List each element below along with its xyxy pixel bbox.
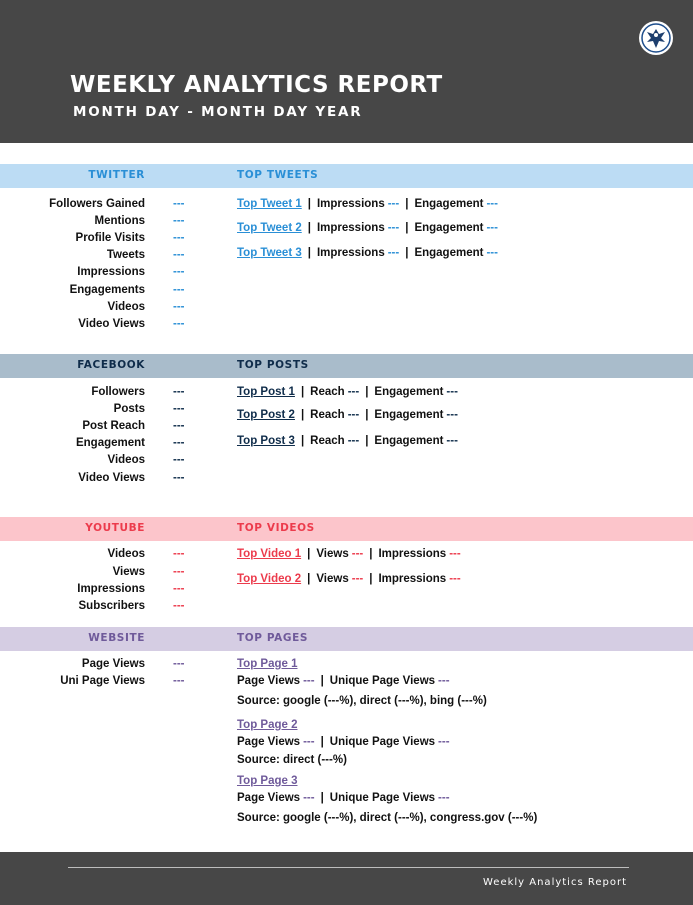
metric-value: --- <box>446 409 458 421</box>
eagle-seal-icon <box>638 20 674 56</box>
top-page-source: Source: google (---%), direct (---%), congress.gov (---%) <box>237 812 538 824</box>
metric-value: --- <box>446 435 458 447</box>
metric-value: --- <box>486 247 498 259</box>
top-post-link[interactable]: Top Post 1 <box>237 386 295 398</box>
metric-label: Views <box>316 548 349 560</box>
twitter-metric-row <box>0 232 693 246</box>
footer-text: Weekly Analytics Report <box>482 877 627 888</box>
top-video-link[interactable]: Top Video 2 <box>237 573 302 585</box>
twitter-top-item <box>237 222 498 234</box>
metric-value: --- <box>486 222 498 234</box>
youtube-top-item <box>237 573 461 585</box>
twitter-heading: TWITTER <box>88 169 145 181</box>
top-tweet-link[interactable]: Top Tweet 2 <box>237 222 302 234</box>
twitter-metric-label: Profile Visits <box>75 232 145 244</box>
top-videos-heading: TOP VIDEOS <box>237 522 315 534</box>
metric-value: --- <box>303 675 315 687</box>
metric-label: Impressions <box>378 573 447 585</box>
facebook-top-item <box>237 409 458 421</box>
website-section-band <box>0 627 693 651</box>
metric-value: --- <box>303 736 315 748</box>
metric-label: Impressions <box>316 222 385 234</box>
youtube-metric-value: --- <box>173 566 185 578</box>
metric-label: Page Views <box>237 736 301 748</box>
report-title: WEEKLY ANALYTICS REPORT <box>70 72 443 98</box>
facebook-metric-label: Post Reach <box>82 420 145 432</box>
top-post-link[interactable]: Top Post 3 <box>237 435 295 447</box>
facebook-section-band <box>0 354 693 378</box>
twitter-metric-label: Video Views <box>78 318 145 330</box>
separator: | <box>405 222 409 234</box>
twitter-metric-row <box>0 318 693 332</box>
metric-label: Engagement <box>414 222 484 234</box>
metric-label: Impressions <box>316 198 385 210</box>
youtube-metric-row <box>0 583 693 597</box>
youtube-metric-label: Subscribers <box>78 600 145 612</box>
twitter-metric-value: --- <box>173 284 185 296</box>
metric-value: --- <box>351 548 364 560</box>
metric-value: --- <box>446 386 458 398</box>
separator: | <box>300 386 305 398</box>
metric-value: --- <box>438 736 450 748</box>
top-page-source: Source: direct (---%) <box>237 754 347 766</box>
facebook-metric-row <box>0 472 693 486</box>
metric-label: Page Views <box>237 792 301 804</box>
metric-label: Impressions <box>378 548 447 560</box>
top-pages-heading: TOP PAGES <box>237 632 309 644</box>
top-video-link[interactable]: Top Video 1 <box>237 548 302 560</box>
top-page-source: Source: google (---%), direct (---%), bing (---%) <box>237 695 487 707</box>
separator: | <box>320 675 324 687</box>
twitter-metric-value: --- <box>173 318 185 330</box>
twitter-metric-label: Impressions <box>77 266 145 278</box>
separator: | <box>369 548 373 560</box>
metric-label: Unique Page Views <box>329 792 436 804</box>
facebook-metric-value: --- <box>173 420 185 432</box>
twitter-top-item <box>237 198 498 210</box>
facebook-metric-row <box>0 420 693 434</box>
top-page-link-row <box>237 775 298 787</box>
top-posts-heading: TOP POSTS <box>237 359 309 371</box>
facebook-metric-value: --- <box>173 472 185 484</box>
separator: | <box>307 198 311 210</box>
youtube-metric-label: Impressions <box>77 583 145 595</box>
top-page-views-line <box>237 736 450 748</box>
youtube-section-band <box>0 517 693 541</box>
separator: | <box>307 573 311 585</box>
metric-label: Impressions <box>316 247 385 259</box>
website-metric-value: --- <box>173 675 185 687</box>
metric-label: Unique Page Views <box>329 736 436 748</box>
top-tweet-link[interactable]: Top Tweet 3 <box>237 247 302 259</box>
metric-label: Page Views <box>237 675 301 687</box>
metric-value: --- <box>347 386 360 398</box>
facebook-top-item <box>237 435 458 447</box>
metric-value: --- <box>449 573 461 585</box>
facebook-metric-value: --- <box>173 437 185 449</box>
twitter-metric-row <box>0 266 693 280</box>
facebook-metric-label: Videos <box>107 454 145 466</box>
top-page-views-line <box>237 792 450 804</box>
metric-label: Unique Page Views <box>329 675 436 687</box>
facebook-metric-label: Video Views <box>78 472 145 484</box>
facebook-metric-value: --- <box>173 454 185 466</box>
metric-value: --- <box>449 548 461 560</box>
report-header <box>0 0 693 143</box>
metric-value: --- <box>303 792 315 804</box>
metric-label: Engagement <box>374 386 444 398</box>
youtube-metric-label: Videos <box>107 548 145 560</box>
top-tweets-heading: TOP TWEETS <box>237 169 319 181</box>
top-page-views-line <box>237 675 450 687</box>
metric-label: Reach <box>310 435 345 447</box>
separator: | <box>307 222 311 234</box>
youtube-metric-value: --- <box>173 548 185 560</box>
separator: | <box>307 247 311 259</box>
metric-value: --- <box>486 198 498 210</box>
metric-value: --- <box>351 573 364 585</box>
metric-label: Reach <box>310 409 345 421</box>
twitter-metric-value: --- <box>173 249 185 261</box>
top-page-link[interactable]: Top Page 3 <box>237 775 298 787</box>
separator: | <box>369 573 373 585</box>
twitter-metric-value: --- <box>173 266 185 278</box>
facebook-top-item <box>237 386 458 398</box>
twitter-metric-value: --- <box>173 232 185 244</box>
metric-value: --- <box>387 198 400 210</box>
twitter-top-item <box>237 247 498 259</box>
website-metric-label: Uni Page Views <box>60 675 145 687</box>
youtube-top-item <box>237 548 461 560</box>
facebook-metric-value: --- <box>173 403 185 415</box>
separator: | <box>365 435 369 447</box>
metric-value: --- <box>438 675 450 687</box>
metric-value: --- <box>438 792 450 804</box>
youtube-metric-value: --- <box>173 583 185 595</box>
facebook-metric-label: Posts <box>113 403 145 415</box>
website-metric-value: --- <box>173 658 185 670</box>
website-metric-label: Page Views <box>81 658 145 670</box>
metric-value: --- <box>387 247 400 259</box>
twitter-metric-label: Videos <box>107 301 145 313</box>
facebook-heading: FACEBOOK <box>77 359 145 371</box>
top-page-link[interactable]: Top Page 2 <box>237 719 298 731</box>
top-tweet-link[interactable]: Top Tweet 1 <box>237 198 302 210</box>
separator: | <box>300 435 305 447</box>
metric-label: Views <box>316 573 349 585</box>
website-heading: WEBSITE <box>88 632 145 644</box>
metric-label: Engagement <box>414 198 484 210</box>
separator: | <box>320 792 324 804</box>
youtube-metric-label: Views <box>112 566 145 578</box>
twitter-metric-row <box>0 301 693 315</box>
website-metric-row <box>0 658 693 672</box>
separator: | <box>320 736 324 748</box>
twitter-metric-label: Engagements <box>69 284 145 296</box>
footer-divider <box>68 867 629 868</box>
twitter-metric-label: Tweets <box>106 249 145 261</box>
facebook-metric-value: --- <box>173 386 185 398</box>
facebook-metric-row <box>0 454 693 468</box>
twitter-section-band <box>0 164 693 188</box>
youtube-metric-value: --- <box>173 600 185 612</box>
metric-label: Engagement <box>374 409 444 421</box>
top-page-link[interactable]: Top Page 1 <box>237 658 298 670</box>
metric-label: Reach <box>310 386 345 398</box>
facebook-metric-label: Followers <box>91 386 145 398</box>
twitter-metric-value: --- <box>173 301 185 313</box>
youtube-metric-row <box>0 600 693 614</box>
metric-value: --- <box>347 435 360 447</box>
youtube-heading: YOUTUBE <box>85 522 145 534</box>
separator: | <box>405 247 409 259</box>
metric-label: Engagement <box>374 435 444 447</box>
metric-label: Engagement <box>414 247 484 259</box>
separator: | <box>405 198 409 210</box>
twitter-metric-label: Mentions <box>94 215 145 227</box>
twitter-metric-value: --- <box>173 198 185 210</box>
metric-value: --- <box>347 409 360 421</box>
separator: | <box>307 548 311 560</box>
top-post-link[interactable]: Top Post 2 <box>237 409 295 421</box>
report-date-range: MONTH DAY - MONTH DAY YEAR <box>73 104 363 120</box>
top-page-link-row <box>237 658 298 670</box>
separator: | <box>365 386 369 398</box>
top-page-link-row <box>237 719 298 731</box>
twitter-metric-label: Followers Gained <box>49 198 145 210</box>
facebook-metric-label: Engagement <box>75 437 145 449</box>
separator: | <box>365 409 369 421</box>
report-footer <box>0 852 693 905</box>
metric-value: --- <box>387 222 400 234</box>
twitter-metric-row <box>0 284 693 298</box>
twitter-metric-value: --- <box>173 215 185 227</box>
separator: | <box>300 409 305 421</box>
